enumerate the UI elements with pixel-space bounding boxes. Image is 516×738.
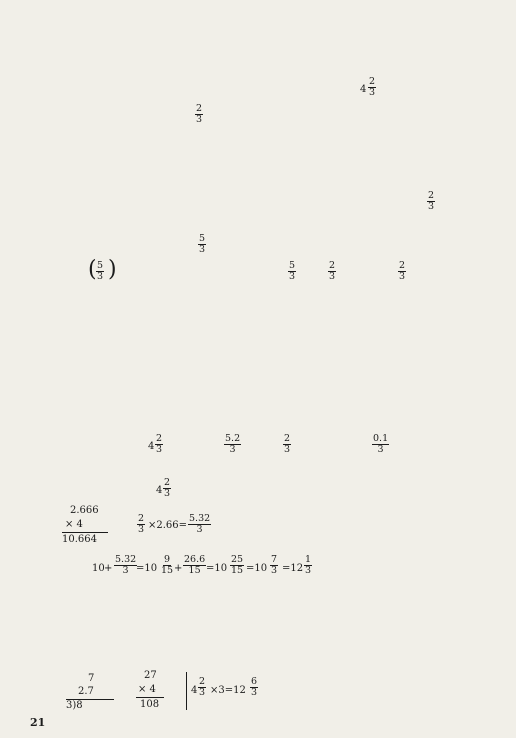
math-fraction: $\frac{2}{3}$ — [196, 103, 203, 125]
math-paren: ) — [108, 257, 117, 282]
math-fraction: $\frac{0.1}{3}$ — [373, 433, 389, 455]
math-fraction: $\frac{5.2}{3}$ — [225, 433, 241, 455]
page-number: 21 — [30, 716, 46, 729]
math-fraction: $\frac{2}{3}$ — [199, 676, 206, 698]
math-fraction: $\frac{2}{3}$ — [369, 76, 376, 98]
math-fraction: $\frac{7}{3}$ — [271, 554, 278, 576]
math-fraction: $\frac{25}{15}$ — [231, 554, 244, 576]
calc-multiplier: × 4 — [138, 684, 156, 695]
math-fraction: $\frac{6}{3}$ — [251, 676, 258, 698]
math-fraction: $\frac{5}{3}$ — [289, 260, 296, 282]
math-fraction: $\frac{2}{3}$ — [164, 477, 171, 499]
calc-chain: 10 — [92, 563, 105, 574]
document-page: 4 $\frac{2}{3}$ $\frac{2}{3}$ $\frac{2}{3}$ $\frac{5}{3}$ ( $\frac{5}{3}$ ) $\frac{5}{3}$ $\frac{2}{3}$ $\frac{2}{3}$ 4 $\frac{2}{3}$ $\frac{5.2}{3}$ $\frac{2}{3}$ $\frac{0.1}{3}$ 4 $\frac{2}{3}$ 2.666 × 4 10.664 $\frac{2}{3}$ ×2.66= $\frac{5.32}{3}$ 10 + $\frac{5.32}{3}$ =10 $\frac{9}{15}$ + $\frac{26.6}{15}$ =10 $\frac{25}{15}$ =10 $\frac{7}{3}$ =12 $\frac{1}{3}$ 7 2.7 3)8 27 × 4 108 4 $\frac{2}{3}$ ×3=12 $\frac{6}{3}$ 21 — [0, 0, 516, 738]
math-fraction: $\frac{5.32}{3}$ — [189, 513, 211, 535]
math-fraction: $\frac{26.6}{15}$ — [184, 554, 206, 576]
math-fraction: $\frac{9}{15}$ — [161, 554, 174, 576]
math-whole: 4 — [191, 685, 198, 696]
calc-chain: =10 — [206, 563, 228, 574]
math-whole: 4 — [360, 84, 367, 95]
calc-product: 108 — [140, 699, 160, 710]
math-fraction: $\frac{1}{3}$ — [305, 554, 312, 576]
calc-rule — [136, 697, 164, 698]
math-fraction: $\frac{5.32}{3}$ — [115, 554, 137, 576]
calc-divisor-line: 2.7 — [78, 686, 94, 697]
calc-bracket — [186, 672, 187, 710]
math-fraction: $\frac{5}{3}$ — [97, 260, 104, 282]
math-fraction: $\frac{2}{3}$ — [284, 433, 291, 455]
calc-multiplicand: 27 — [144, 670, 157, 681]
math-whole: 4 — [148, 441, 155, 452]
calc-chain: =10 — [136, 563, 158, 574]
calc-chain: =12 — [282, 563, 304, 574]
calc-chain: =10 — [246, 563, 268, 574]
calc-multiplier: × 4 — [65, 519, 83, 530]
calc-text: ×2.66= — [148, 520, 188, 531]
math-fraction: $\frac{2}{3}$ — [156, 433, 163, 455]
calc-multiplicand: 2.666 — [70, 505, 99, 516]
calc-rule — [62, 532, 108, 533]
calc-text: ×3=12 — [210, 685, 246, 696]
calc-quotient: 7 — [88, 673, 95, 684]
math-paren: ( — [88, 257, 97, 282]
math-fraction: $\frac{2}{3}$ — [428, 190, 435, 212]
calc-product: 10.664 — [62, 534, 97, 545]
math-fraction: $\frac{2}{3}$ — [138, 513, 145, 535]
math-fraction: $\frac{5}{3}$ — [199, 233, 206, 255]
math-whole: 4 — [156, 485, 163, 496]
calc-dividend: 3)8 — [66, 700, 83, 711]
math-fraction: $\frac{2}{3}$ — [329, 260, 336, 282]
math-fraction: $\frac{2}{3}$ — [399, 260, 406, 282]
